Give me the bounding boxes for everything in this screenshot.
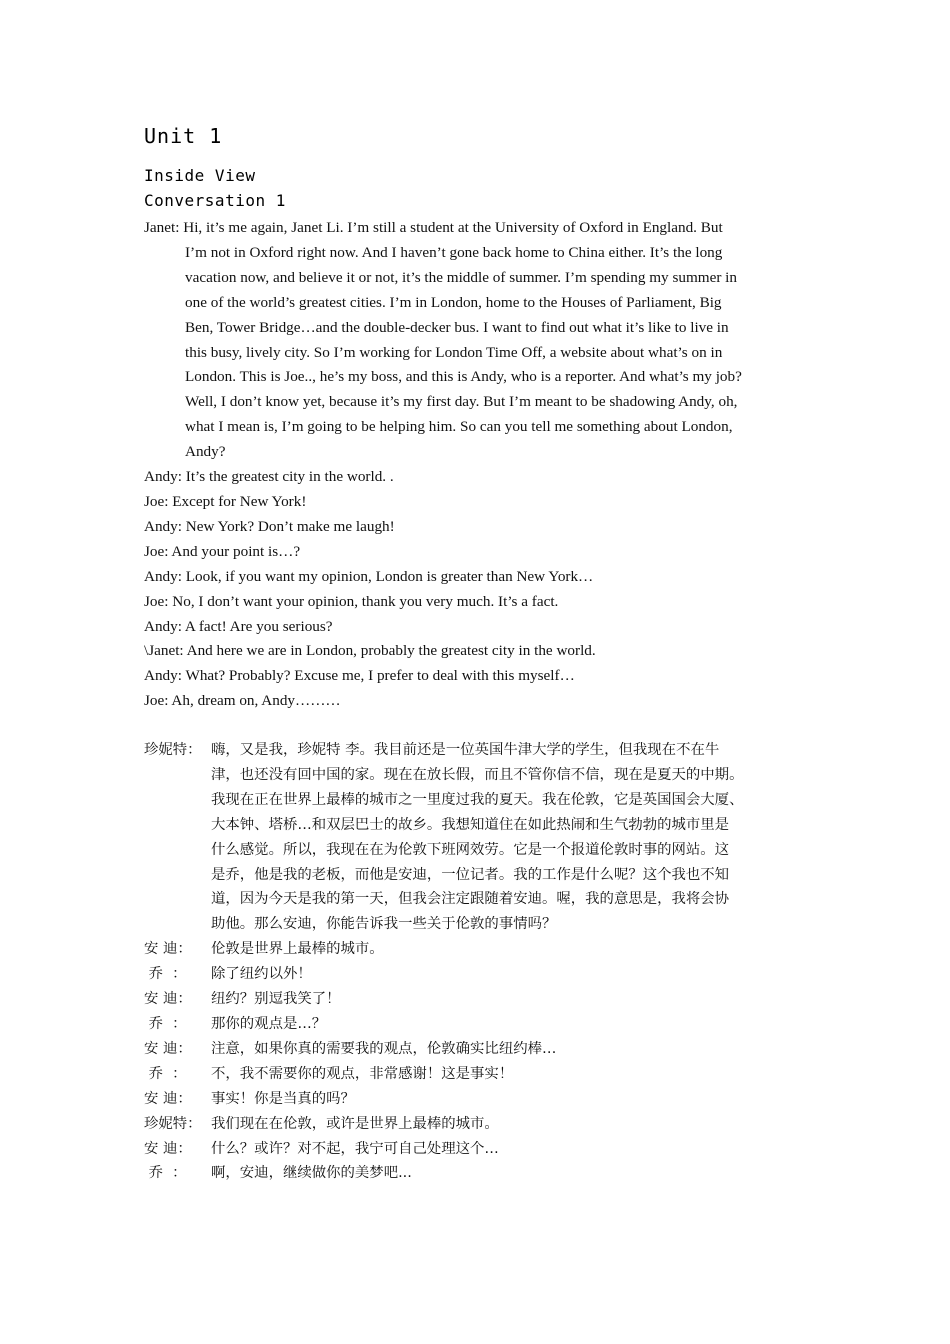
chinese-dialogue-text: 纽约？别逗我笑了！ — [211, 991, 341, 1008]
chinese-janet-line: 大本钟、塔桥…和双层巴士的故乡。我想知道住在如此热闹和生气勃勃的城市里是 — [211, 816, 730, 833]
chinese-speaker: 安 迪： — [144, 991, 192, 1008]
chinese-speaker: 安 迪： — [144, 1140, 192, 1157]
chinese-janet-paragraph — [144, 738, 820, 937]
chinese-janet-line: 我现在正在世界上最棒的城市之一里度过我的夏天。我在伦敦，它是英国国会大厦、 — [211, 791, 744, 808]
chinese-dialogue-row — [144, 962, 820, 987]
english-janet-line: Hi, it’s me again, Janet Li. I’m still a student at the University of Oxford in England. But — [179, 219, 723, 236]
dialogue-line: Joe: Except for New York! — [144, 492, 307, 510]
section-title: Inside View — [144, 166, 256, 185]
chinese-speaker: 安 迪： — [144, 1090, 192, 1107]
chinese-janet-line: 什么感觉。所以，我现在在为伦敦下班网效劳。它是一个报道伦敦时事的网站。这 — [211, 841, 730, 858]
english-janet-line: Andy? — [185, 443, 226, 461]
chinese-janet-line: 嗨，又是我，珍妮特 李。我目前还是一位英国牛津大学的学生，但我现在不在牛 — [211, 742, 720, 758]
chinese-speaker: 乔 ： — [144, 1165, 187, 1182]
chinese-speaker: 乔 ： — [144, 1015, 187, 1032]
dialogue-line: Andy: What? Probably? Excuse me, I prefer to deal with this myself… — [144, 667, 575, 685]
chinese-dialogue-row — [144, 1012, 820, 1037]
english-janet-line: one of the world’s greatest cities. I’m in London, home to the Houses of Parliament, Big — [185, 293, 722, 311]
conversation-title: Conversation 1 — [144, 191, 286, 210]
chinese-janet-line: 是乔，他是我的老板，而他是安迪，一位记者。我的工作是什么呢？这个我也不知 — [211, 866, 730, 883]
chinese-janet-line: 津，也还没有回中国的家。现在在放长假，而且不管你信不信，现在是夏天的中期。 — [211, 766, 744, 783]
dialogue-line: \Janet: And here we are in London, probably the greatest city in the world. — [144, 642, 596, 660]
chinese-speaker: 珍妮特： — [144, 1115, 202, 1132]
english-janet-line: what I mean is, I’m going to be helping him. So can you tell me something about London, — [185, 418, 733, 436]
english-janet-speaker: Janet: — [144, 219, 180, 236]
chinese-dialogue-row — [144, 937, 820, 962]
english-janet-line: this busy, lively city. So I’m working for London Time Off, a website about what’s on in — [185, 343, 723, 361]
english-janet-line: I’m not in Oxford right now. And I haven’t gone back home to China either. It’s the long — [185, 243, 723, 261]
english-janet-line: London. This is Joe.., he’s my boss, and this is Andy, who is a reporter. And what’s my job? — [185, 368, 742, 386]
english-janet-line: vacation now, and believe it or not, it’s the middle of summer. I’m spending my summer in — [185, 268, 737, 286]
unit-title: Unit 1 — [144, 124, 223, 148]
chinese-dialogue-text: 事实！你是当真的吗？ — [211, 1090, 355, 1107]
chinese-janet-line: 助他。那么安迪，你能告诉我一些关于伦敦的事情吗？ — [211, 916, 557, 933]
dialogue-line: Joe: Ah, dream on, Andy……… — [144, 692, 341, 710]
chinese-speaker: 安 迪： — [144, 941, 192, 958]
chinese-dialogue-text: 什么？或许？对不起，我宁可自己处理这个… — [211, 1140, 499, 1157]
dialogue-line: Joe: And your point is…? — [144, 542, 301, 560]
dialogue-line: Andy: New York? Don’t make me laugh! — [144, 517, 395, 535]
chinese-janet-line: 道，因为今天是我的第一天，但我会注定跟随着安迪。喔，我的意思是，我将会协 — [211, 891, 730, 908]
chinese-dialogue-text: 我们现在在伦敦，或许是世界上最棒的城市。 — [211, 1115, 499, 1132]
chinese-speaker: 安 迪： — [144, 1040, 192, 1057]
chinese-dialogue-text: 啊，安迪，继续做你的美梦吧... — [211, 1165, 412, 1182]
dialogue-line: Andy: It’s the greatest city in the world. . — [144, 468, 394, 486]
chinese-speaker: 乔 ： — [144, 1065, 187, 1082]
chinese-dialogue-row — [144, 1037, 820, 1062]
chinese-dialogue-row — [144, 1161, 820, 1186]
dialogue-line: Andy: A fact! Are you serious? — [144, 617, 333, 635]
chinese-dialogue-row — [144, 1137, 820, 1162]
chinese-speaker: 乔 ： — [144, 966, 187, 983]
chinese-dialogue-text: 注意，如果你真的需要我的观点，伦敦确实比纽约棒… — [211, 1040, 557, 1057]
dialogue-line: Andy: Look, if you want my opinion, London is greater than New York… — [144, 567, 594, 585]
english-janet-paragraph — [144, 216, 820, 465]
chinese-dialogue-text: 除了纽约以外！ — [211, 966, 312, 983]
english-janet-line: Well, I don’t know yet, because it’s my first day. But I’m meant to be shadowing Andy, oh, — [185, 393, 738, 411]
chinese-dialogue-row — [144, 1087, 820, 1112]
chinese-transcript — [144, 738, 820, 1186]
english-transcript — [144, 216, 820, 714]
chinese-dialogue-row — [144, 1062, 820, 1087]
chinese-speaker: 珍妮特： — [144, 742, 202, 758]
chinese-dialogue-row — [144, 987, 820, 1012]
chinese-dialogue-text: 那你的观点是…？ — [211, 1015, 327, 1032]
dialogue-line: Joe: No, I don’t want your opinion, thank you very much. It’s a fact. — [144, 592, 559, 610]
chinese-dialogue-row — [144, 1112, 820, 1137]
chinese-dialogue-text: 不，我不需要你的观点，非常感谢！这是事实！ — [211, 1065, 514, 1082]
chinese-dialogue-text: 伦敦是世界上最棒的城市。 — [211, 941, 384, 958]
english-janet-line: Ben, Tower Bridge…and the double-decker bus. I want to find out what it’s like to live in — [185, 318, 729, 336]
